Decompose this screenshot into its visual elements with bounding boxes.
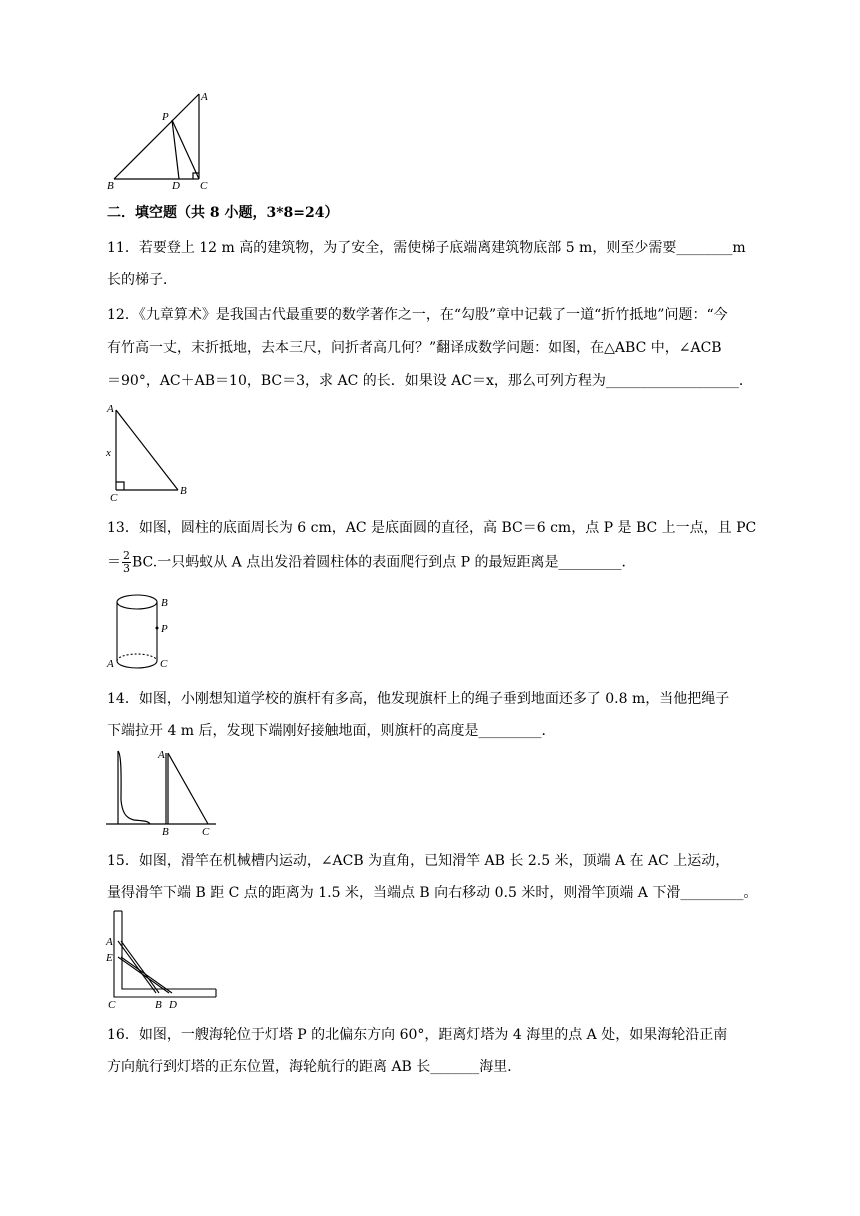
q12-line2: 有竹高一丈，末折抵地，去本三尺，问折者高几何？”翻译成数学问题：如图，在△ABC 中，∠ACB (107, 340, 722, 356)
q11-line2: 长的梯子． (107, 272, 177, 288)
label-b: B (180, 485, 187, 497)
label-a: A (201, 91, 208, 103)
fraction-two-thirds (122, 550, 131, 575)
label-d: D (169, 999, 177, 1011)
figure-right-triangle-acb (100, 398, 200, 502)
label-c: C (202, 826, 210, 837)
q16-line1: 16．如图，一艘海轮位于灯塔 P 的北偏东方向 60°，距离灯塔为 4 海里的点 A 处，如果海轮沿正南 (107, 1027, 728, 1043)
fraction-numerator: 2 (123, 549, 130, 562)
label-p: P (161, 623, 168, 635)
figure-flagpole (100, 745, 220, 837)
label-p: P (162, 111, 169, 123)
q13-line2 (107, 550, 767, 575)
label-a: A (158, 749, 165, 761)
figure-cylinder (100, 590, 190, 672)
label-c: C (200, 180, 208, 192)
q15-line2: 量得滑竿下端 B 距 C 点的距离为 1.5 米，当端点 B 向右移动 0.5 米时，则滑竿顶端 A 下滑_________。 (107, 885, 758, 901)
label-b: B (161, 597, 168, 609)
label-c: C (108, 999, 116, 1011)
label-x: x (106, 447, 111, 459)
label-a: A (107, 403, 114, 415)
label-c: C (110, 492, 118, 502)
label-a: A (107, 658, 114, 670)
q13-line1: 13．如图，圆柱的底面周长为 6 cm，AC 是底面圆的直径，高 BC＝6 cm，点 P 是 BC 上一点，且 PC (107, 520, 757, 536)
label-a: A (106, 936, 113, 948)
label-c: C (160, 658, 168, 670)
section-heading: 二．填空题（共 8 小题，3*8=24） (107, 205, 339, 221)
q13-line2-prefix: ＝ (107, 554, 121, 571)
q15-line1: 15．如图，滑竿在机械槽内运动，∠ACB 为直角，已知滑竿 AB 长 2.5 米，顶端 A 在 AC 上运动， (107, 853, 730, 869)
q14-line2: 下端拉开 4 m 后，发现下端刚好接触地面，则旗杆的高度是_________． (107, 723, 556, 739)
label-b: B (162, 826, 169, 837)
q12-line3: ＝90°，AC＋AB＝10，BC＝3，求 AC 的长．如果设 AC＝x，那么可列方程为___________________． (107, 373, 753, 389)
label-b: B (107, 180, 114, 192)
q13-line2-suffix: BC.一只蚂蚁从 A 点出发沿着圆柱体的表面爬行到点 P 的最短距离是_________． (132, 554, 636, 571)
q11-line1: 11．若要登上 12 m 高的建筑物，为了安全，需使梯子底端离建筑物底部 5 m，则至少需要________m (107, 240, 746, 256)
figure-triangle-pbdc (100, 86, 225, 196)
q14-line1: 14．如图，小刚想知道学校的旗杆有多高，他发现旗杆上的绳子垂到地面还多了 0.8 m，当他把绳子 (107, 691, 730, 707)
q16-line2: 方向航行到灯塔的正东位置，海轮航行的距离 AB 长_______海里． (107, 1059, 522, 1075)
label-d: D (172, 180, 180, 192)
fraction-denominator: 3 (123, 562, 130, 575)
label-e: E (106, 952, 113, 964)
label-b: B (155, 999, 162, 1011)
q12-line1: 12．《九章算术》是我国古代最重要的数学著作之一，在“勾股”章中记载了一道“折竹抵地”问题：“今 (107, 307, 728, 323)
figure-sliding-rod (100, 907, 220, 1011)
